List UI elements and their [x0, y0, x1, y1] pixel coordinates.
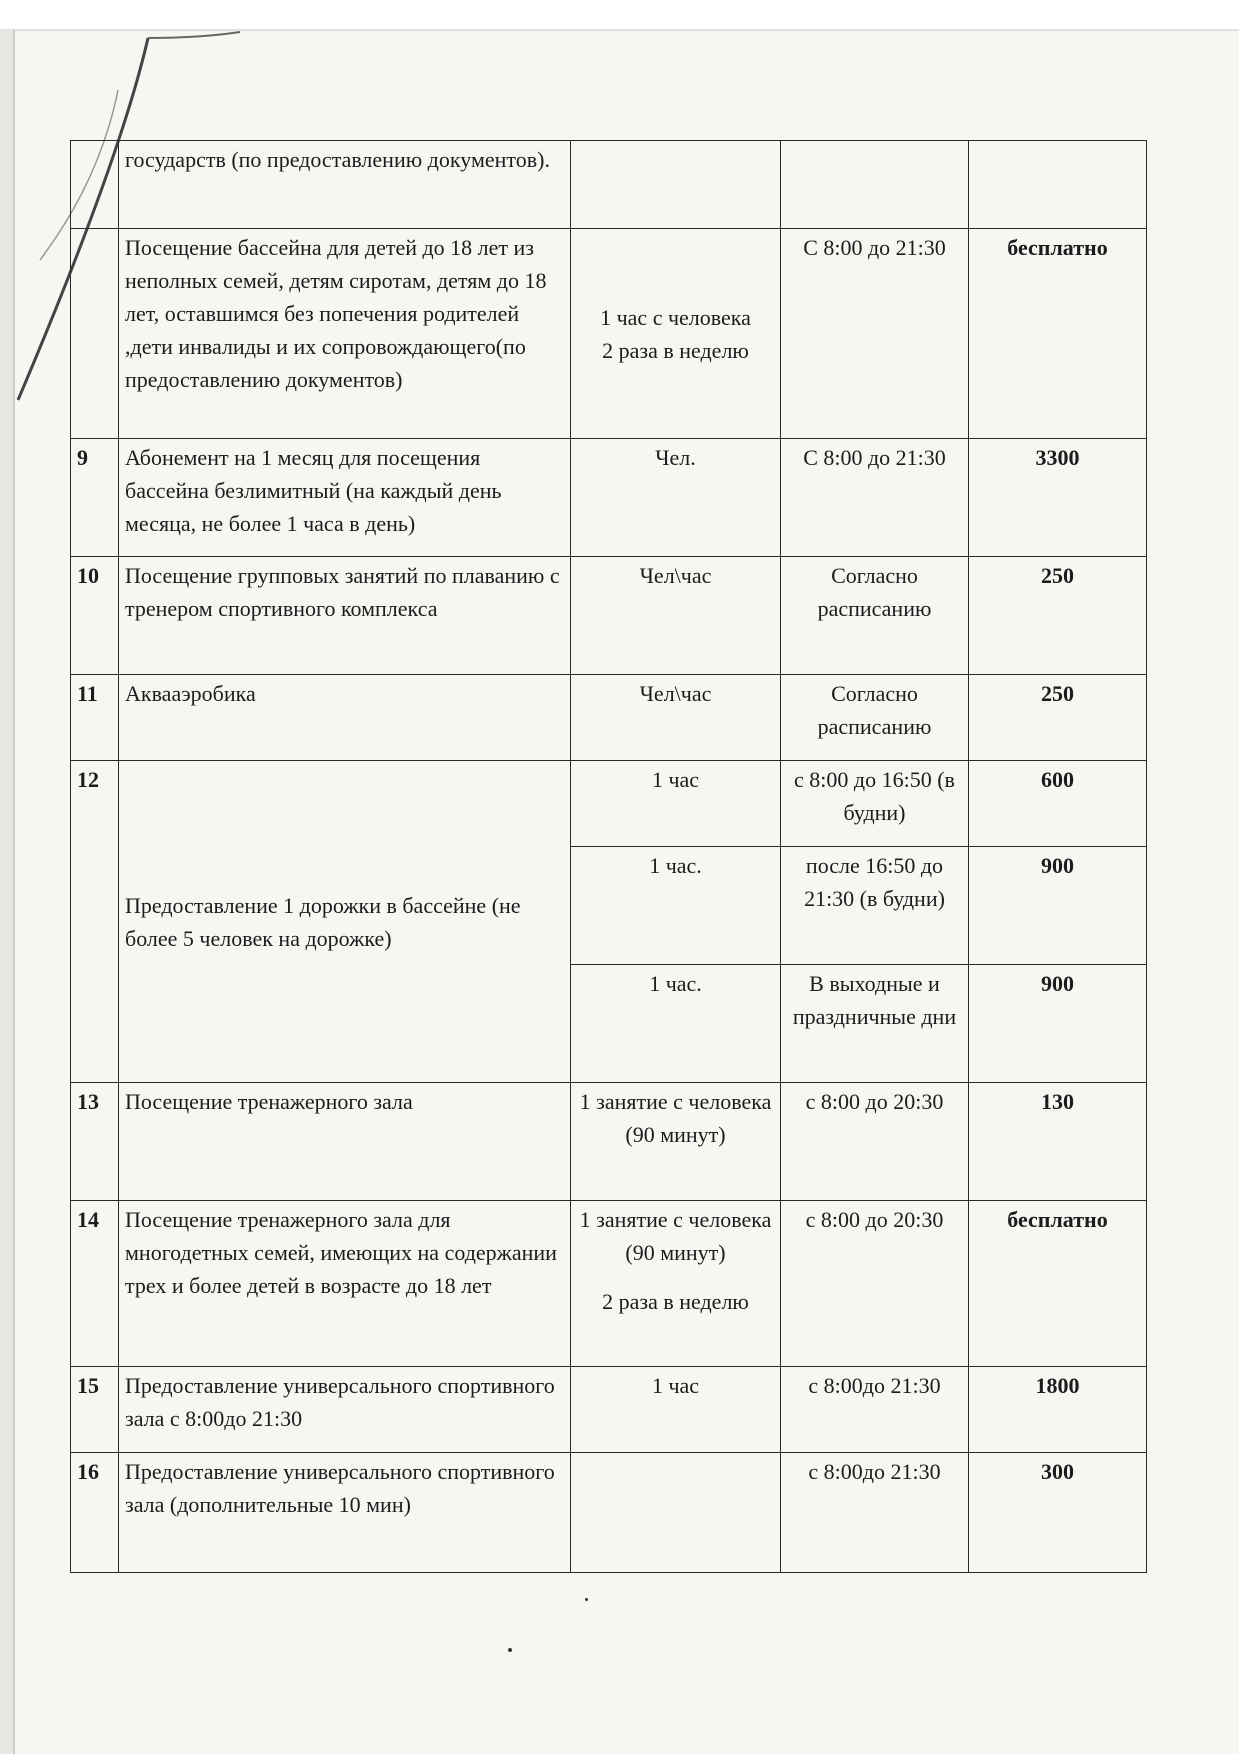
price-table: [70, 140, 1147, 1573]
price-cell: 900: [969, 847, 1147, 965]
row-number: 11: [71, 675, 119, 761]
scan-speck: [585, 1598, 588, 1601]
table-row: [71, 761, 1147, 847]
table-row: [71, 439, 1147, 557]
time-cell: с 8:00до 21:30: [781, 1453, 969, 1573]
service-name: Предоставление универсального спортивного зала с 8:00до 21:30: [119, 1367, 571, 1453]
time-cell: Согласно расписанию: [781, 675, 969, 761]
time-cell: с 8:00 до 20:30: [781, 1083, 969, 1201]
unit-line: 2 раза в неделю: [602, 337, 749, 363]
unit-cell: [571, 229, 781, 439]
row-number: 10: [71, 557, 119, 675]
unit-cell: 1 час.: [571, 847, 781, 965]
price-cell: 900: [969, 965, 1147, 1083]
service-name: Посещение тренажерного зала: [119, 1083, 571, 1201]
service-name: Абонемент на 1 месяц для посещения бассейна безлимитный (на каждый день месяца, не более 1 часа в день): [119, 439, 571, 557]
row-number: 15: [71, 1367, 119, 1453]
price-cell: бесплатно: [969, 1201, 1147, 1367]
unit-cell: [571, 1201, 781, 1367]
time-cell: С 8:00 до 21:30: [781, 229, 969, 439]
price-cell: 3300: [969, 439, 1147, 557]
unit-cell: [571, 141, 781, 229]
service-name: государств (по предоставлению документов).: [119, 141, 571, 229]
service-name: Посещение групповых занятий по плаванию с тренером спортивного комплекса: [119, 557, 571, 675]
row-number: [71, 141, 119, 229]
table-row: [71, 1367, 1147, 1453]
row-number: [71, 229, 119, 439]
row-number: 14: [71, 1201, 119, 1367]
time-cell: В выходные и праздничные дни: [781, 965, 969, 1083]
time-cell: после 16:50 до 21:30 (в будни): [781, 847, 969, 965]
table-row: [71, 229, 1147, 439]
time-cell: с 8:00до 21:30: [781, 1367, 969, 1453]
service-name: Посещение тренажерного зала для многодетных семей, имеющих на содержании трех и более детей в возрасте до 18 лет: [119, 1201, 571, 1367]
time-cell: с 8:00 до 16:50 (в будни): [781, 761, 969, 847]
price-cell: 300: [969, 1453, 1147, 1573]
price-cell: 250: [969, 675, 1147, 761]
unit-cell: 1 занятие с человека (90 минут): [571, 1083, 781, 1201]
price-cell: 130: [969, 1083, 1147, 1201]
scan-speck: [508, 1648, 512, 1652]
time-cell: с 8:00 до 20:30: [781, 1201, 969, 1367]
unit-cell: Чел\час: [571, 675, 781, 761]
table-row: [71, 1201, 1147, 1367]
unit-cell: Чел\час: [571, 557, 781, 675]
row-number: 16: [71, 1453, 119, 1573]
row-number: 9: [71, 439, 119, 557]
time-cell: [781, 141, 969, 229]
service-name: Аквааэробика: [119, 675, 571, 761]
time-cell: С 8:00 до 21:30: [781, 439, 969, 557]
price-cell: [969, 141, 1147, 229]
service-name: Предоставление универсального спортивного зала (дополнительные 10 мин): [119, 1453, 571, 1573]
price-cell: 250: [969, 557, 1147, 675]
price-cell: 600: [969, 761, 1147, 847]
table-row: [71, 1083, 1147, 1201]
table-row: [71, 557, 1147, 675]
price-cell: 1800: [969, 1367, 1147, 1453]
time-cell: Согласно расписанию: [781, 557, 969, 675]
unit-cell: 1 час: [571, 761, 781, 847]
unit-cell: 1 час.: [571, 965, 781, 1083]
unit-cell: [571, 1453, 781, 1573]
table-row: [71, 675, 1147, 761]
row-number: 13: [71, 1083, 119, 1201]
price-cell: бесплатно: [969, 229, 1147, 439]
service-name: Посещение бассейна для детей до 18 лет из неполных семей, детям сиротам, детям до 18 лет, оставшимся без попечения родителей ,дети инвалиды и их сопровождающего(по предоставлению документов): [119, 229, 571, 439]
unit-cell: Чел.: [571, 439, 781, 557]
table-row: [71, 141, 1147, 229]
unit-cell: 1 час: [571, 1367, 781, 1453]
row-number: 12: [71, 761, 119, 1083]
service-name: Предоставление 1 дорожки в бассейне (не более 5 человек на дорожке): [119, 761, 571, 1083]
unit-line: 2 раза в неделю: [602, 1289, 749, 1314]
table-row: [71, 1453, 1147, 1573]
unit-line: 1 час с человека: [600, 304, 751, 330]
unit-line: 1 занятие с человека (90 минут): [579, 1207, 772, 1265]
